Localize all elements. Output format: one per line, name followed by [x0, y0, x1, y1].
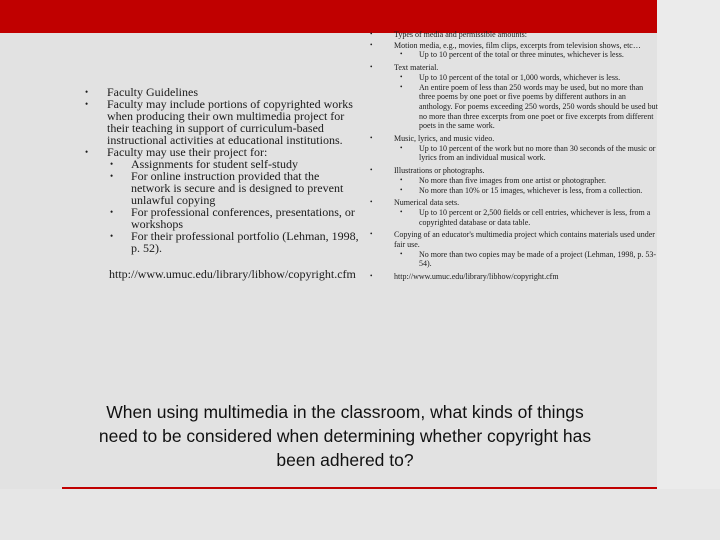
- media-text: Music, lyrics, and music video.: [394, 134, 495, 144]
- bullet-icon: •: [85, 87, 89, 97]
- media-subitem: [370, 250, 658, 269]
- guidelines-subtext: For their professional portfolio (Lehman, 1998, p. 52).: [131, 229, 359, 255]
- title-accent-bar: [0, 0, 657, 33]
- bullet-icon: •: [400, 50, 403, 59]
- media-text: Numerical data sets.: [394, 198, 460, 208]
- media-text: Text material.: [394, 63, 439, 73]
- media-item-url: [370, 272, 658, 282]
- media-item-motion: [370, 41, 658, 51]
- bullet-icon: •: [370, 166, 373, 175]
- guidelines-subitem: [107, 230, 360, 254]
- guidelines-subtext: Assignments for student self-study: [131, 157, 298, 171]
- media-subitem: [370, 144, 658, 163]
- media-subtext: Up to 10 percent of the work but no more than 30 seconds of the music or lyrics from an individual musical work.: [419, 143, 656, 163]
- media-subitem: [370, 83, 658, 132]
- bullet-icon: •: [85, 99, 89, 109]
- bullet-icon: •: [400, 207, 403, 216]
- media-subtext: No more than two copies may be made of a project (Lehman, 1998, p. 53-54).: [419, 249, 657, 269]
- discussion-question: When using multimedia in the classroom, what kinds of things need to be considered when determining whether copyright has been adhered to?: [98, 402, 592, 470]
- media-item-numerical: [370, 198, 658, 208]
- media-text: Motion media, e.g., movies, film clips, excerpts from television shows, etc…: [394, 40, 641, 50]
- media-subitem: [370, 50, 658, 60]
- media-item-copying: [370, 230, 658, 249]
- media-subtext: No more than 10% or 15 images, whichever is less, from a collection.: [419, 185, 643, 195]
- bullet-icon: •: [370, 30, 373, 38]
- guidelines-text: Faculty may use their project for:: [107, 145, 268, 159]
- guidelines-title: Faculty Guidelines: [107, 85, 198, 99]
- bullet-icon: •: [110, 171, 114, 181]
- bullet-icon: •: [110, 159, 114, 169]
- bullet-icon: •: [370, 63, 373, 72]
- media-text: Illustrations or photographs.: [394, 166, 485, 176]
- faculty-guidelines-panel: [85, 86, 360, 280]
- media-header: Types of media and permissible amounts:: [394, 30, 527, 39]
- bullet-icon: •: [85, 147, 89, 157]
- bullet-icon: •: [370, 198, 373, 207]
- media-text: Copying of an educator's multimedia project which contains materials used under fair use.: [394, 230, 655, 250]
- bullet-icon: •: [110, 207, 114, 217]
- source-url-right[interactable]: http://www.umuc.edu/library/libhow/copyright.cfm: [394, 272, 559, 282]
- guidelines-subitem: [107, 206, 360, 230]
- bullet-icon: •: [400, 72, 403, 81]
- bottom-margin: [0, 489, 720, 540]
- media-header-item: [370, 30, 658, 40]
- media-subtext: Up to 10 percent of the total or 1,000 words, whichever is less.: [419, 72, 621, 82]
- bullet-icon: •: [400, 249, 403, 258]
- media-amounts-panel: [370, 30, 658, 282]
- media-subitem: [370, 73, 658, 83]
- bullet-icon: •: [370, 272, 373, 281]
- media-subitem: [370, 208, 658, 227]
- media-subitem: [370, 186, 658, 196]
- bullet-icon: •: [400, 175, 403, 184]
- right-margin-strip: [657, 0, 720, 540]
- bullet-icon: •: [400, 143, 403, 152]
- source-url-left[interactable]: http://www.umuc.edu/library/libhow/copyright.cfm: [109, 267, 356, 281]
- bullet-icon: •: [110, 231, 114, 241]
- bullet-icon: •: [370, 134, 373, 143]
- media-subitem: [370, 176, 658, 186]
- guidelines-subtext: For professional conferences, presentations, or workshops: [131, 205, 355, 231]
- guidelines-subitem: [107, 170, 360, 206]
- media-subtext: Up to 10 percent or 2,500 fields or cell entries, whichever is less, from a copyrighted database or data table.: [419, 207, 651, 227]
- media-item-music: [370, 134, 658, 144]
- media-subtext: Up to 10 percent of the total or three minutes, whichever is less.: [419, 50, 624, 60]
- guidelines-item: [85, 98, 360, 146]
- media-subtext: No more than five images from one artist or photographer.: [419, 175, 607, 185]
- guidelines-text: Faculty may include portions of copyrighted works when producing their own multimedia project for their teaching in support of curriculum-based instructional activities at educational institutions.: [107, 97, 353, 147]
- media-subtext: An entire poem of less than 250 words may be used, but no more than three poems by one poet or five poems by different authors in an anthology. For poems exceeding 250 words, 250 words should be used but no more than three excerpts from one poet or five excerpts from different poets in the same work.: [419, 82, 658, 131]
- bullet-icon: •: [370, 40, 373, 49]
- media-item-illustrations: [370, 166, 658, 176]
- bullet-icon: •: [400, 82, 403, 91]
- guidelines-subtext: For online instruction provided that the network is secure and is designed to prevent unlawful copying: [131, 169, 344, 207]
- media-item-text: [370, 63, 658, 73]
- bullet-icon: •: [370, 230, 373, 239]
- bullet-icon: •: [400, 185, 403, 194]
